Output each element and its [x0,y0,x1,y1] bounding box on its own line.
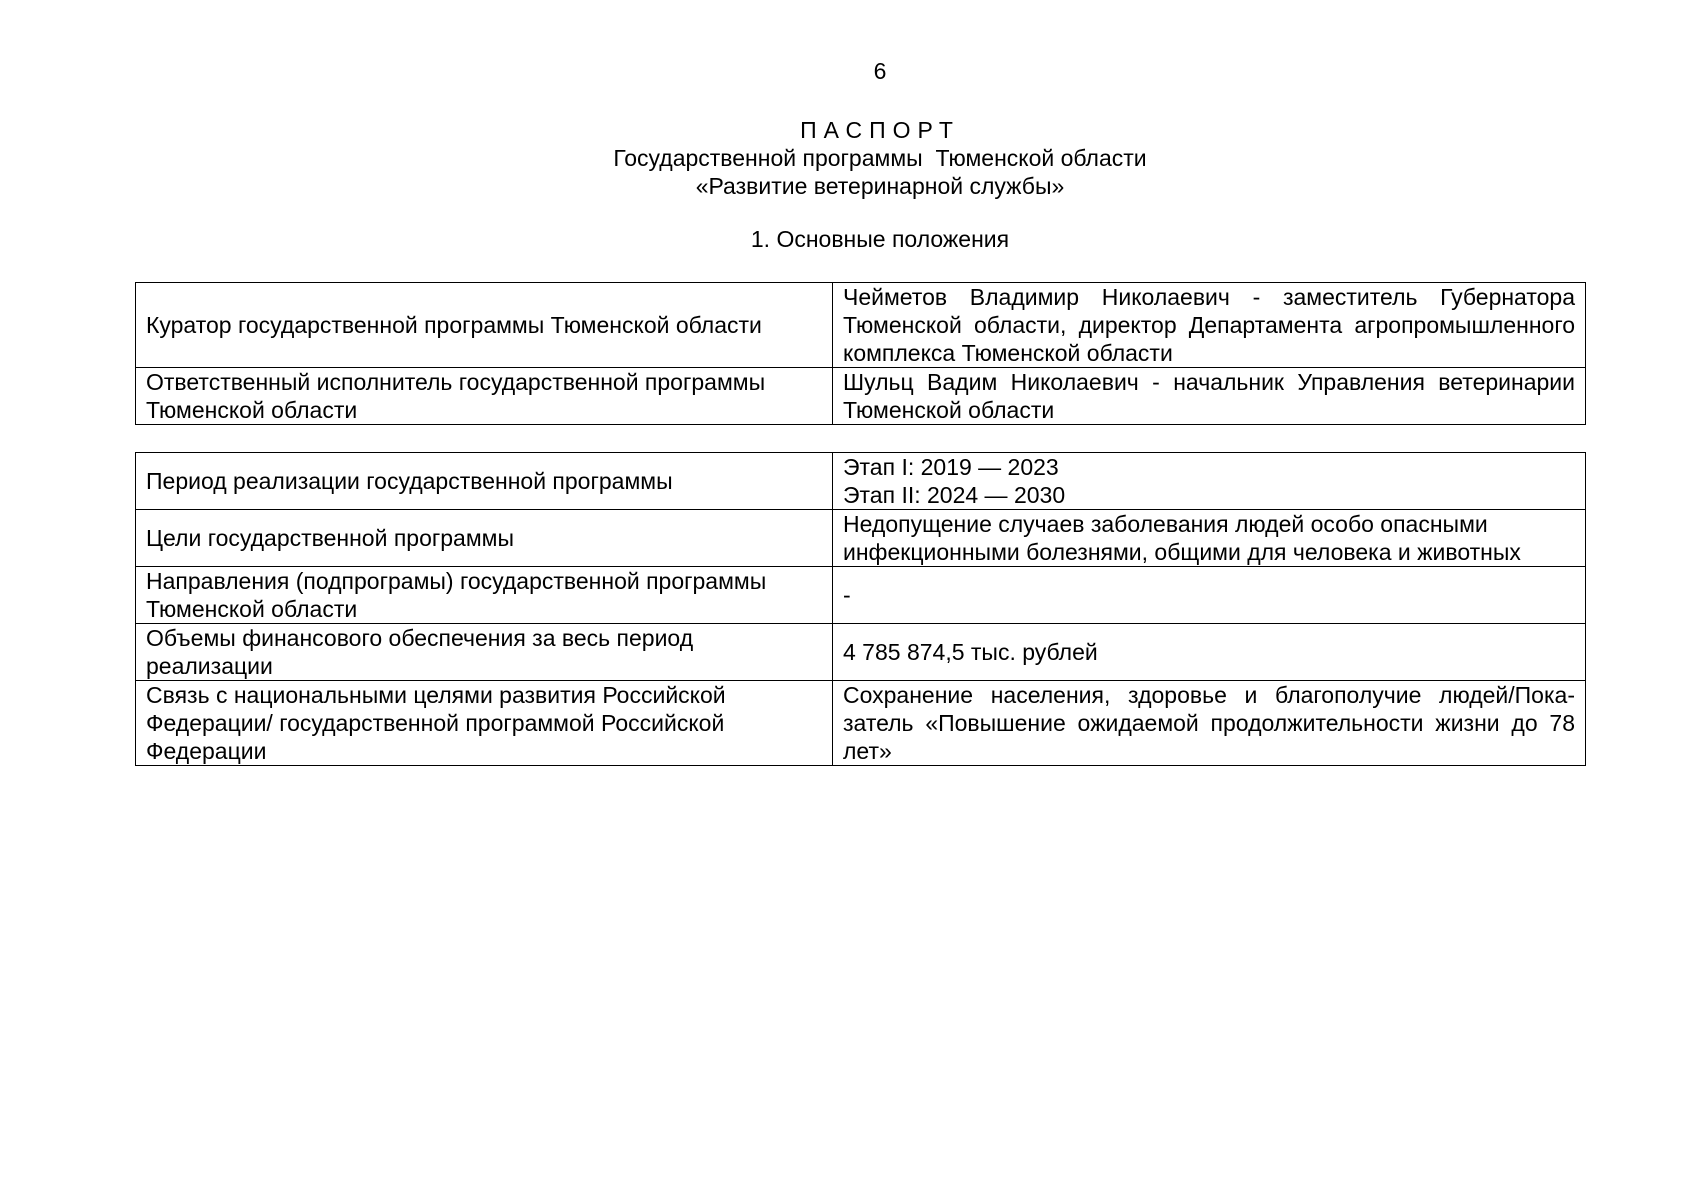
table-row [136,510,1586,567]
row-label: Период реализации государственной программы [136,453,833,510]
row-label: Направления (подпрограмы) государственной программы Тюменской области [136,567,833,624]
stage-2-text: Этап II: 2024 — 2030 [843,482,1066,508]
row-value: 4 785 874,5 тыс. рублей [833,624,1586,681]
row-value: Сохранение населения, здоровье и благополучие людей/Пока-затель «Повышение ожидаемой продолжительности жизни до 78 лет» [833,681,1586,766]
row-label: Связь с национальными целями развития Российской Федерации/ государственной программой Российской Федерации [136,681,833,766]
row-label: Цели государственной программы [136,510,833,567]
stage-1-text: Этап I: 2019 — 2023 [843,454,1059,480]
table-row [136,681,1586,766]
row-label: Куратор государственной программы Тюменской области [136,283,833,368]
row-value: Недопущение случаев заболевания людей особо опасными инфекционными болезнями, общими для человека и животных [833,510,1586,567]
row-value: - [833,567,1586,624]
document-title: ПАСПОРТ [800,117,960,143]
table-row [136,624,1586,681]
page-number: 6 [873,58,887,84]
row-value: Шульц Вадим Николаевич - начальник Управления ветеринарии Тюменской области [833,368,1586,425]
row-label: Объемы финансового обеспечения за весь период реализации [136,624,833,681]
row-label: Ответственный исполнитель государственной программы Тюменской области [136,368,833,425]
row-value: Чейметов Владимир Николаевич - заместитель Губернатора Тюменской области, директор Департамента агропромышленного комплекса Тюменской области [833,283,1586,368]
table-row [136,283,1586,368]
table-row [136,453,1586,510]
table-row [136,567,1586,624]
table-row [136,368,1586,425]
section-title: 1. Основные положения [750,226,1010,252]
row-value [833,453,1586,510]
program-name: «Развитие ветеринарной службы» [695,173,1065,199]
program-details-table [135,452,1586,766]
main-provisions-table [135,282,1586,425]
document-header [0,116,1697,200]
document-subtitle: Государственной программы Тюменской области [613,145,1147,171]
